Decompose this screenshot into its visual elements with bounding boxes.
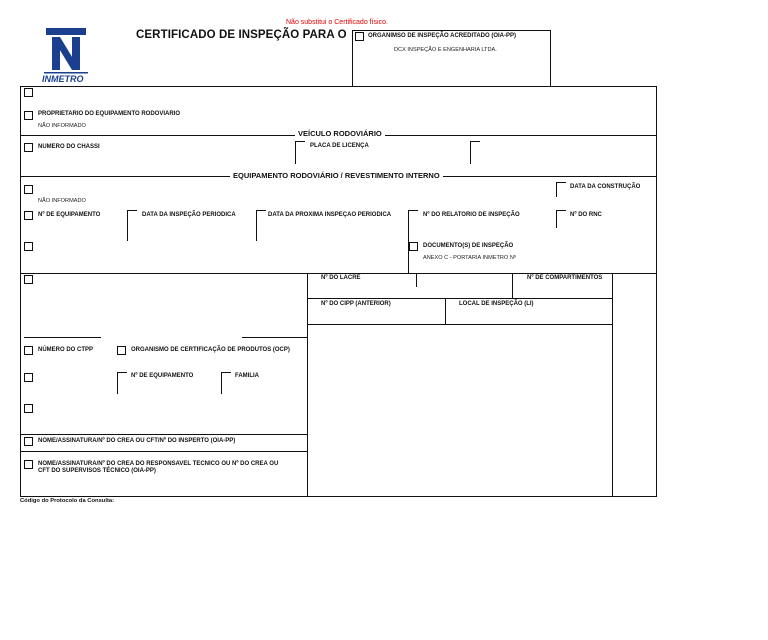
- owner-label: PROPRIETARIO DO EQUIPAMENTO RODOVIARIO: [38, 111, 181, 117]
- documents-value: ANEXO C - PORTARIA INMETRO Nº: [423, 255, 516, 261]
- documents-label: DOCUMENTO(S) DE INSPEÇÃO: [423, 243, 514, 249]
- oia-checkbox[interactable]: [355, 32, 364, 41]
- cipp-label: Nº DO CIPP (ANTERIOR): [321, 301, 391, 307]
- ctpp-number-checkbox[interactable]: [24, 346, 33, 355]
- location-label: LOCAL DE INSPEÇÃO (LI): [459, 301, 534, 307]
- owner-checkbox[interactable]: [24, 111, 33, 120]
- not-substitute-warning: Não substitui o Certificado físico.: [286, 19, 388, 26]
- oia-value: DCX INSPEÇÃO E ENGENHARIA LTDA.: [394, 47, 497, 53]
- rnc-label: Nº DO RNC: [570, 212, 602, 218]
- ocp-label: ORGANISMO DE CERTIFICAÇÃO DE PRODUTOS (OCP): [131, 347, 290, 353]
- ctpp-number-label: NÚMERO DO CTPP: [38, 347, 94, 353]
- ctpp-equipment-checkbox[interactable]: [24, 373, 33, 382]
- periodic-date-label: DATA DA INSPEÇÃO PERIODICA: [142, 212, 236, 218]
- technical-signature-checkbox[interactable]: [24, 460, 33, 469]
- oia-label: ORGANIMSO DE INSPEÇÃO ACREDITADO (OIA-PP): [368, 33, 517, 39]
- equipment-section-title: EQUIPAMENTO RODOVIÁRIO / REVESTIMENTO INTERNO: [230, 171, 443, 180]
- documents-checkbox[interactable]: [409, 242, 418, 251]
- chassis-label: NUMERO DO CHASSI: [38, 144, 100, 150]
- technical-signature-label-1: NOME/ASSINATURA/Nº DO CREA DO RESPONSAVEL TECNICO OU Nº DO CREA OU: [38, 461, 279, 467]
- ocp-checkbox[interactable]: [117, 346, 126, 355]
- family-label: FAMILIA: [235, 373, 259, 379]
- plate-label: PLACA DE LICENÇA: [310, 143, 369, 149]
- report-number-label: Nº DO RELATORIO DE INSPEÇÃO: [423, 212, 520, 218]
- vehicle-section-title: VEÍCULO RODOVIÁRIO: [295, 129, 385, 138]
- inspector-signature-checkbox[interactable]: [24, 437, 33, 446]
- protocol-label: Código do Protocolo da Consulta:: [20, 498, 115, 504]
- lower-checkbox[interactable]: [24, 275, 33, 284]
- technical-signature-label-2: CFT DO SUPERVISOS TÉCNICO (OIA-PP): [38, 468, 156, 474]
- equipment-number-checkbox[interactable]: [24, 211, 33, 220]
- certificate-title: CERTIFICADO DE INSPEÇÃO PARA O: [136, 29, 347, 41]
- top-checkbox[interactable]: [24, 88, 33, 97]
- next-periodic-date-label: DATA DA PROXIMA INSPEÇAO PERIODICA: [268, 212, 392, 218]
- chassis-checkbox[interactable]: [24, 143, 33, 152]
- equipment-number-label: Nº DE EQUIPAMENTO: [38, 212, 101, 218]
- equipment-not-informed: NÃO INFORMADO: [38, 198, 86, 204]
- compartments-label: Nº DE COMPARTIMENTOS: [527, 275, 603, 281]
- equipment-id-checkbox[interactable]: [24, 185, 33, 194]
- construction-date-label: DATA DA CONSTRUÇÃO: [570, 184, 641, 190]
- seal-label: Nº DO LACRE: [321, 275, 361, 281]
- owner-value: NÃO INFORMADO: [38, 123, 86, 129]
- inspector-signature-label: NOME/ASSINATURA/Nº DO CREA OU CFT/Nº DO INSPERTO (OIA-PP): [38, 438, 236, 444]
- ctpp-equipment-number-label: Nº DE EQUIPAMENTO: [131, 373, 194, 379]
- inmetro-logo-text: INMETRO: [42, 74, 84, 84]
- ctpp-extra-checkbox[interactable]: [24, 404, 33, 413]
- equipment-extra-checkbox[interactable]: [24, 242, 33, 251]
